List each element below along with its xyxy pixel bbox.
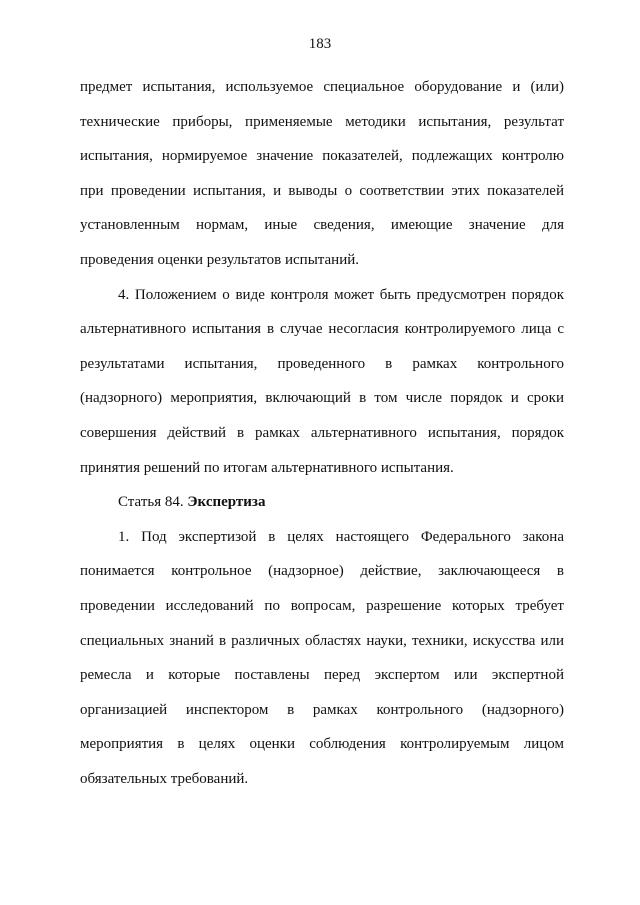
paragraph-expertise-definition: 1. Под экспертизой в целях настоящего Федерального закона понимается контрольное (надзорное) действие, заключающееся в проведении исследований по вопросам, разрешение которых требует специальных знаний в различных областях науки, техники, искусства или ремесла и которые поставлены перед экспертом или экспертной организацией инспектором в рамках контрольного (надзорного) мероприятия в целях оценки соблюдения контролируемым лицом обязательных требований. bbox=[80, 528, 564, 787]
article-heading bbox=[80, 485, 564, 520]
paragraph-alternative-test: 4. Положением о виде контроля может быть предусмотрен порядок альтернативного испытания в случае несогласия контролируемого лица с результатами испытания, проведенного в рамках контрольного (надзорного) мероприятия, включающий в том числе порядок и сроки совершения действий в рамках альтернативного испытания, порядок принятия решений по итогам альтернативного испытания. bbox=[80, 286, 564, 476]
article-number: Статья 84. bbox=[118, 494, 184, 511]
page-number: 183 bbox=[308, 36, 332, 52]
page-body bbox=[80, 70, 564, 796]
article-title: Экспертиза bbox=[187, 494, 266, 511]
paragraph-test-details: предмет испытания, используемое специальное оборудование и (или) технические приборы, применяемые методики испытания, результат испытания, нормируемое значение показателей, подлежащих контролю при проведении испытания, и выводы о соответствии этих показателей установленным нормам, иные сведения, имеющие значение для проведения оценки результатов испытаний. bbox=[80, 79, 564, 268]
